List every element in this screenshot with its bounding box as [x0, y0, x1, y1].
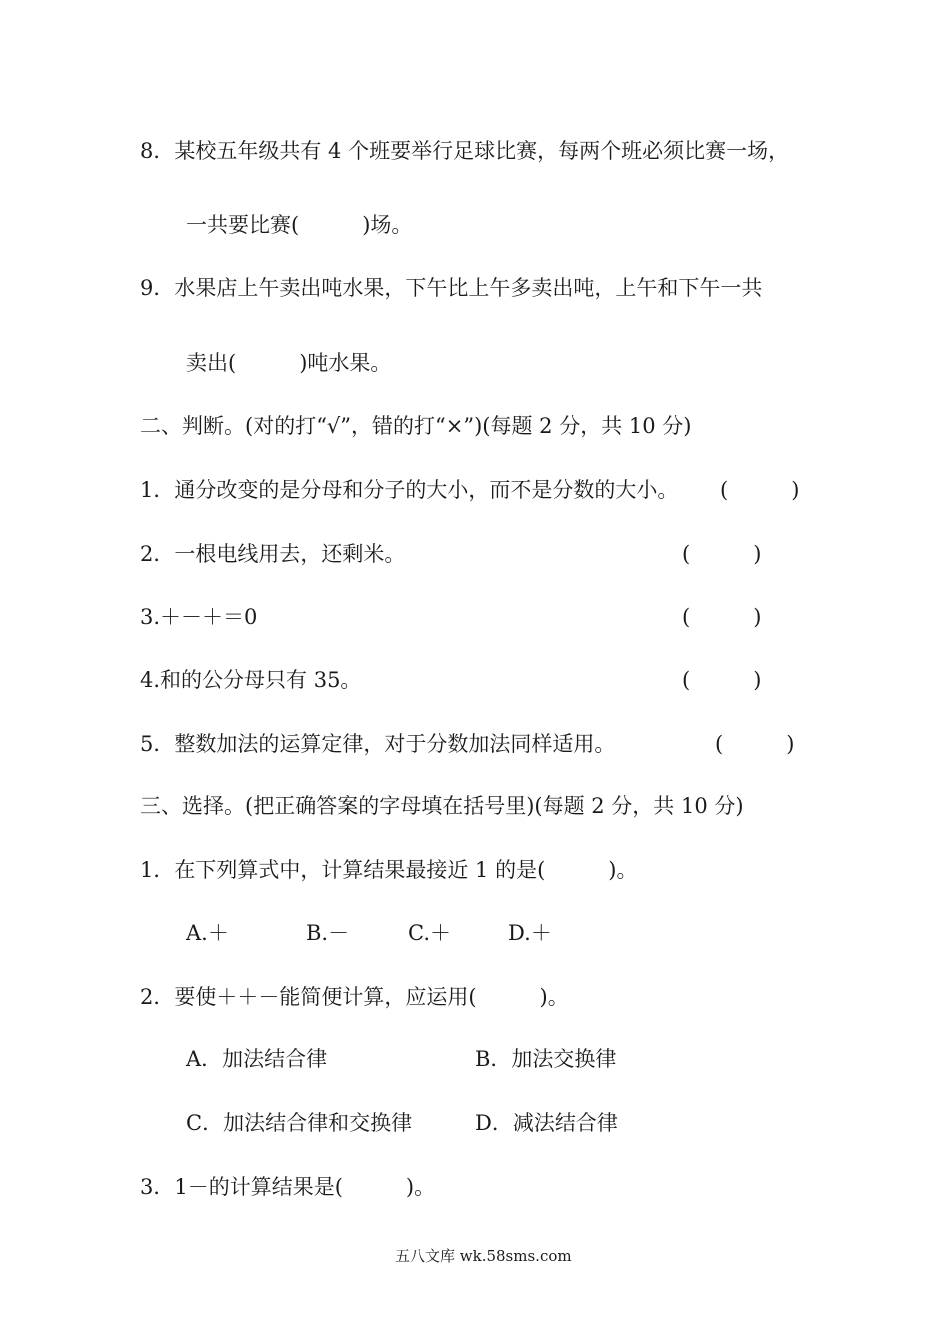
judge-item-1-text: 1．通分改变的是分母和分子的大小，而不是分数的大小。	[140, 478, 679, 502]
choice-question-2: 2．要使＋＋－能简便计算，应运用( )。	[140, 985, 569, 1009]
question-8-line-1: 8．某校五年级共有 4 个班要举行足球比赛，每两个班必须比赛一场，	[140, 139, 790, 163]
choice-q2-option-a: A．加法结合律	[186, 1047, 328, 1071]
choice-q2-option-c: C．加法结合律和交换律	[186, 1111, 413, 1135]
choice-q1-option-d: D.＋	[508, 921, 552, 945]
choice-q2-option-b: B．加法交换律	[475, 1047, 617, 1071]
judge-item-2-blank: ( )	[682, 542, 762, 566]
judge-item-5-text: 5．整数加法的运算定律，对于分数加法同样适用。	[140, 732, 616, 756]
judge-item-5-blank: ( )	[715, 732, 795, 756]
judge-item-2-text: 2．一根电线用去，还剩米。	[140, 542, 406, 566]
question-9-line-1: 9．水果店上午卖出吨水果，下午比上午多卖出吨，上午和下午一共	[140, 276, 763, 300]
judge-item-4-text: 4.和的公分母只有 35。	[140, 668, 362, 692]
question-9-line-2: 卖出( )吨水果。	[186, 351, 392, 375]
choice-q1-option-a: A.＋	[186, 921, 229, 945]
judge-item-4-blank: ( )	[682, 668, 762, 692]
question-8-line-2: 一共要比赛( )场。	[186, 213, 413, 237]
choice-q1-option-c: C.＋	[408, 921, 451, 945]
choice-section-heading: 三、选择。(把正确答案的字母填在括号里)(每题 2 分，共 10 分)	[140, 794, 744, 818]
choice-q2-option-d: D．减法结合律	[475, 1111, 618, 1135]
judge-section-heading: 二、判断。(对的打“√”，错的打“×”)(每题 2 分，共 10 分)	[140, 414, 692, 438]
judge-item-1-blank: ( )	[720, 478, 800, 502]
choice-question-3: 3．1－的计算结果是( )。	[140, 1175, 436, 1199]
judge-item-3-blank: ( )	[682, 605, 762, 629]
choice-q1-option-b: B.－	[306, 921, 350, 945]
choice-question-1: 1．在下列算式中，计算结果最接近 1 的是( )。	[140, 858, 638, 882]
judge-item-3-text: 3.＋－＋＝0	[140, 605, 258, 629]
footer-watermark: 五八文库 wk.58sms.com	[395, 1247, 572, 1265]
